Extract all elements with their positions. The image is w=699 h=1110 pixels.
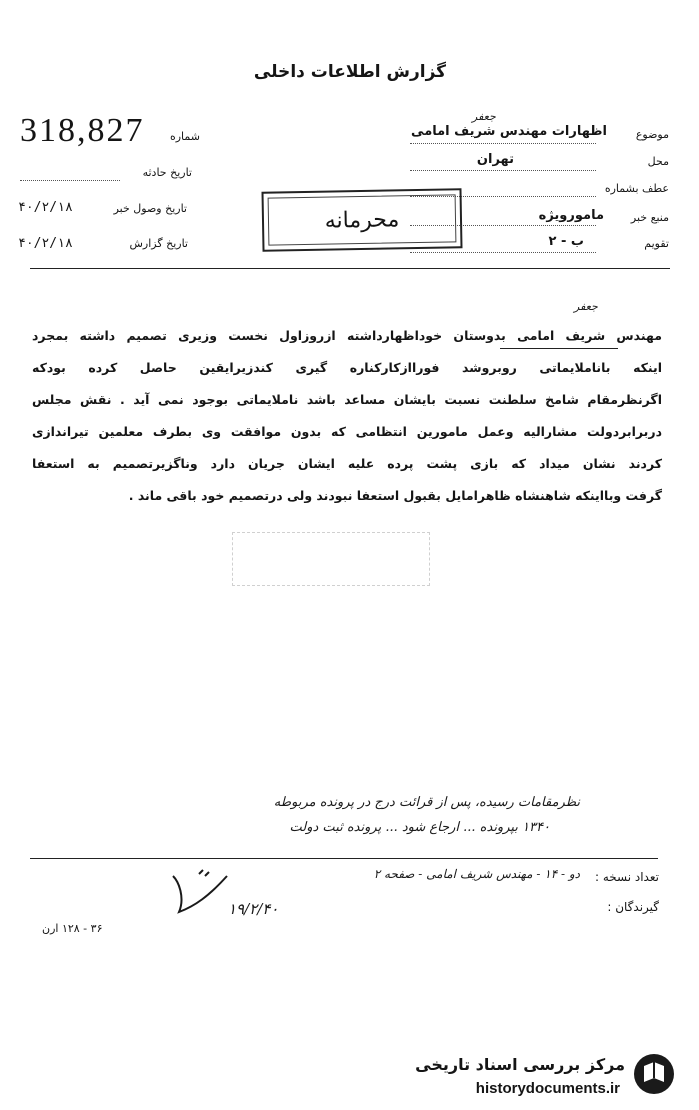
incident-date-label: تاریخ حادثه <box>142 166 192 179</box>
reference-label: عطف بشماره <box>604 182 669 195</box>
received-date-value: ۴۰/۲/۱۸ <box>18 200 73 215</box>
archive-org-name: مرکز بررسی اسناد تاریخی <box>415 1055 625 1074</box>
place-underline <box>410 170 596 171</box>
source-value: مامورویژه <box>538 208 604 223</box>
rating-value: ب - ۲ <box>548 234 584 249</box>
footer-divider <box>30 858 658 859</box>
body-line: اینکه باناملایماتی روبروشد فوراازکارکناره گیری کندزیرایقین حاصل کرده بودکه <box>32 360 662 375</box>
body-line: گرفت وبااینکه شاهنشاه ظاهرامایل بقبول استعفا نبودند ولی درتصمیم خود باقی ماند . <box>128 488 662 503</box>
subject-value: اظهارات مهندس شریف امامی <box>411 124 607 139</box>
body-line: اگرنظرمقام شامخ سلطنت نسبت بایشان مساعد باشد ناملایماتی بوجود نمی آید . نقش مجلس <box>32 392 662 407</box>
body-line: مهندس شریف امامی بدوستان خوداظهارداشته ازروزاول نخست وزیری تصمیم داشته بمجرد <box>32 328 662 343</box>
place-value: تهران <box>476 152 514 167</box>
body-annotation: جعفر <box>574 300 598 313</box>
header-divider <box>30 268 670 269</box>
rating-label: تقویم <box>644 237 669 250</box>
copies-value: دو - ۱۴ - مهندس شریف امامی - صفحه ۲ <box>373 867 580 881</box>
copies-label: تعداد نسخه : <box>594 870 659 884</box>
report-title: گزارش اطلاعات داخلی <box>253 62 447 82</box>
body-line: دربرابردولت مشارالیه وعمل مامورین انتظامی که بدون موافقت وی بطرف معلمین تیراندازی <box>32 424 662 439</box>
handwritten-note-line-2: ۱۳۴۰ بپرونده ... ارجاع شود ... پرونده ثبت دولت <box>289 820 550 835</box>
stamp-text: محرمانه <box>324 206 400 234</box>
subject-annotation: جعفر <box>472 110 496 123</box>
source-label: منبع خبر <box>630 211 669 224</box>
received-date-label: تاریخ وصول خبر <box>113 202 187 215</box>
archive-logo-icon <box>632 1052 676 1096</box>
subject-underline <box>410 143 596 144</box>
handwritten-note-line-1: نظرمقامات رسیده، پس از قرائت درج در پرونده مربوطه <box>273 795 580 810</box>
stamp-inner-border <box>268 194 457 245</box>
handwritten-date: ۱۹/۲/۴۰ <box>228 900 279 918</box>
recipients-label: گیرندگان : <box>607 900 659 914</box>
number-value: 318,827 <box>20 112 145 149</box>
number-label: شماره <box>169 130 200 143</box>
subject-label: موضوع <box>635 128 669 141</box>
report-date-value: ۴۰/۲/۱۸ <box>18 236 73 251</box>
place-label: محل <box>647 155 669 168</box>
body-line: کردند نشان میداد که بازی پشت پرده علیه ایشان جریان دارد وناگزیرتصمیم به استعفا <box>32 456 662 471</box>
form-code: ۳۶ - ۱۲۸ ارن <box>42 922 103 935</box>
body-underline <box>500 348 618 349</box>
incident-date-underline <box>20 180 120 181</box>
confidential-stamp <box>261 188 462 251</box>
report-date-label: تاریخ گزارش <box>129 237 188 250</box>
archive-website: historydocuments.ir <box>475 1080 620 1097</box>
rating-underline <box>410 252 596 253</box>
faint-blank-box <box>232 532 430 586</box>
handwritten-signature-mark <box>165 868 235 920</box>
